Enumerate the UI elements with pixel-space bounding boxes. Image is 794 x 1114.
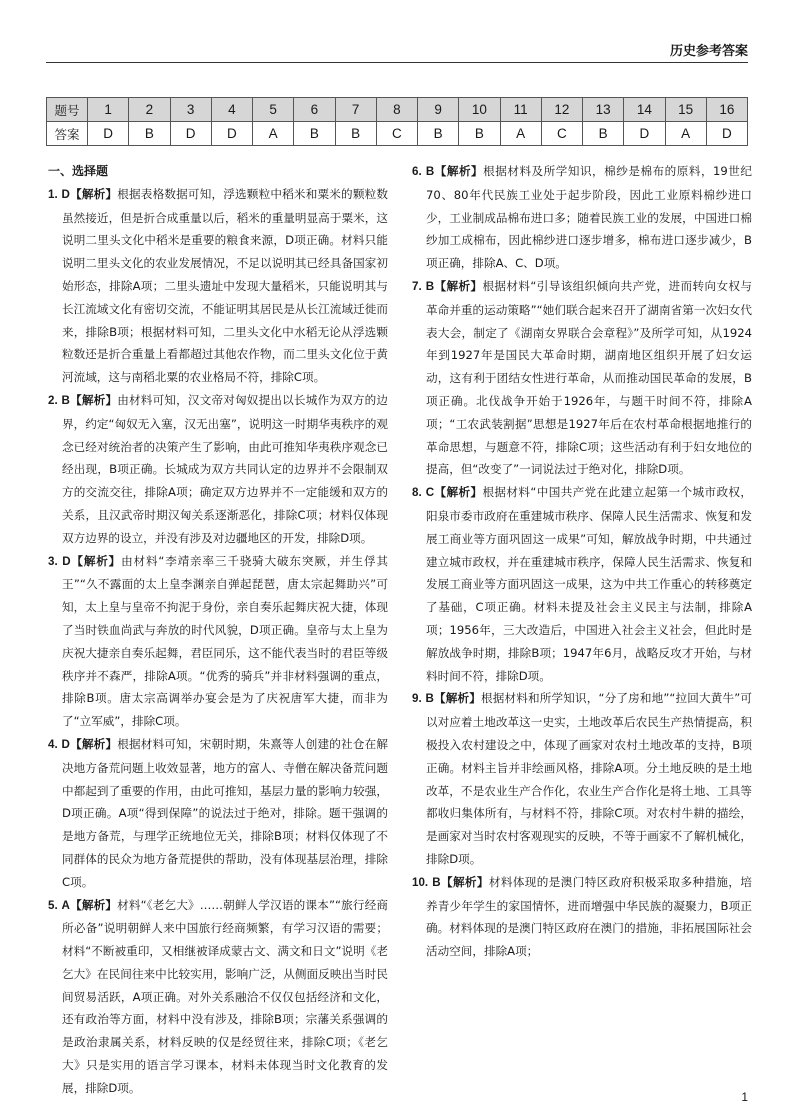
answer-cell: B (129, 122, 170, 146)
answer-table (46, 97, 748, 146)
item-answer: B (425, 165, 435, 178)
item-number: 9. (412, 692, 422, 706)
question-number: 9 (418, 98, 459, 122)
item-number: 2. (48, 393, 58, 407)
item-answer: B (61, 393, 70, 407)
question-number: 14 (624, 98, 665, 122)
item-answer: C (425, 486, 435, 500)
item-answer: A (61, 898, 70, 912)
item-text: 根据材料“中国共产党在此建立起第一个城市政权，阳泉市委市政府在重建城市秩序、保障人民生活需求、恢复和发展工商业等方面巩固这一成果”可知，解放战争时期，中共通过建立城市政权，并在重建城市秩序，保障人民生活需求、恢复和发展工商业等方面巩固这一成果，这为中共工作重心的转移奠定了基础，C项正确。材料未提及社会主义民主与法制，排除A项；1956年，三大改造后，中国进入社会主义社会，但此时是解放战争时期，排除B项；1947年6月，战略反攻才开始，与材料时间不符，排除D项。 (426, 485, 752, 683)
item-text: 材料体现的是澳门特区政府积极采取多种措施，培养青少年学生的家国情怀，进而增强中华民族的凝聚力，B项正确。材料体现的是澳门特区政府在澳门的措施，非拓展国际社会活动空间，排除A项； (426, 874, 752, 959)
right-column (410, 160, 752, 963)
question-number: 13 (583, 98, 624, 122)
question-number: 8 (376, 98, 417, 122)
answer-cell: B (294, 122, 335, 146)
item-tag: 【解析】 (434, 485, 483, 500)
explanation-item-6 (410, 160, 752, 275)
explanation-item-10 (410, 871, 752, 963)
explanation-item-8 (410, 481, 752, 687)
header-title: 历史参考答案 (669, 44, 748, 59)
row-label-answer: 答案 (47, 122, 88, 146)
question-number: 3 (170, 98, 211, 122)
item-tag: 【解析】 (440, 874, 489, 889)
item-text: 根据材料可知，宋朝时期，朱熹等人创建的社仓在解决地方备荒问题上收效显著，地方的富人、寺僧在解决备荒问题中都起到了重要的作用，由此可推知，基层力量的影响力较强，D项正确。A项“得到保障”的说法过于绝对，排除。题干强调的是地方备荒，与理学正统地位无关，排除B项；材料仅体现了不同群体的民众为地方备荒提供的帮助，没有体现基层治理，排除C项。 (62, 736, 388, 889)
question-number: 16 (706, 98, 747, 122)
answer-cell: D (706, 122, 747, 146)
item-answer: D (62, 554, 71, 568)
item-number: 8. (412, 486, 422, 500)
item-text: 材料“《老乞大》……朝鲜人学汉语的课本”“旅行经商所必备”说明朝鲜人来中国旅行经商频繁，有学习汉语的需要；材料“不断被重印，又相继被译成蒙古文、满文和日文”说明《老乞大》在民间往来中比较实用，影响广泛，从侧面反映出当时民间贸易活跃，A项正确。对外关系融洽不仅仅包括经济和文化，还有政治等方面，材料中没有涉及，排除B项；宗藩关系强调的是政治隶属关系，材料反映的仅是经贸往来，排除C项；《老乞大》只是实用的语言学习课本，材料未体现当时文化教育的发展，排除D项。 (62, 897, 388, 1095)
item-tag: 【解析】 (69, 736, 118, 751)
item-tag: 【解析】 (70, 553, 122, 568)
item-text: 根据材料和所学知识，“分了房和地”“拉回大黄牛”可以对应着土地改革这一史实，土地改革后农民生产热情提高，积极投入农村建设之中，体现了画家对农村土地改革的支持，B项正确。材料主旨并非绘画风格，排除A项。分土地反映的是土地改革，不是农业生产合作化，农业生产合作化是将土地、工具等都收归集体所有，与材料不符，排除C项。对农村牛耕的描绘，是画家对当时农村客观现实的反映，不等于画家不了解机械化，排除D项。 (426, 691, 752, 866)
item-number: 7. (412, 279, 422, 293)
header-rule (46, 62, 748, 63)
answer-cell: A (253, 122, 294, 146)
item-tag: 【解析】 (434, 278, 483, 293)
item-text: 根据材料及所学知识，棉纱是棉布的原料，19世纪70、80年代民族工业处于起步阶段，因此工业原料棉纱进口少，工业制成品棉布进口多；随着民族工业的发展，中国进口棉纱加工成棉布，因此棉纱进口逐步增多，棉布进口逐步减少，B项正确，排除A、C、D项。 (426, 164, 752, 271)
item-number: 1. (48, 187, 58, 201)
item-answer: D (61, 187, 70, 201)
page-number: 1 (741, 1090, 748, 1104)
answer-cell: B (583, 122, 624, 146)
question-number: 4 (211, 98, 252, 122)
explanation-item-7 (410, 275, 752, 481)
explanation-item-5 (46, 894, 388, 1100)
question-number: 12 (541, 98, 582, 122)
item-text: 根据材料“引导该组织倾向共产党，进而转向女权与革命并重的运动策略”“她们联合起来召开了湖南省第一次妇女代表大会，制定了《湖南女界联合会章程》”及所学可知，从1924年到1927年是国民大革命时期，湖南地区组织开展了妇女运动，这有利于团结女性进行革命，从而推动国民革命的发展，B项正确。北伐战争开始于1926年，与题干时间不符，排除A项；“工农武装割据”思想是1927年后在农村革命根据地推行的革命思想，与题意不符，排除C项；这些活动有利于妇女地位的提高，但“改变了”一词说法过于绝对化，排除D项。 (426, 278, 752, 477)
question-number: 6 (294, 98, 335, 122)
answer-table-answer-row (47, 122, 748, 146)
explanation-item-2 (46, 389, 388, 550)
item-answer: B (432, 875, 441, 889)
answer-cell: A (665, 122, 706, 146)
item-tag: 【解析】 (434, 164, 484, 178)
item-number: 3. (48, 554, 58, 568)
left-column (46, 160, 388, 1100)
question-number: 10 (459, 98, 500, 122)
explanation-item-4 (46, 733, 388, 894)
item-answer: B (425, 279, 435, 293)
question-number: 11 (500, 98, 541, 122)
item-text: 根据表格数据可知，浮选颗粒中稻米和粟米的颗粒数虽然接近，但是折合成重量以后，稻米的重量明显高于粟米，这说明二里头文化中稻米是重要的粮食来源，D项正确。材料只能说明二里头文化的农业发展情况，不足以说明其已经具备国家初始形态，排除A项；二里头遗址中发现大量稻米，只能说明其与长江流域文化有密切交流，不能证明其居民是从长江流域迁徙而来，排除B项；根据材料可知，二里头文化中水稻无论从浮选颗粒数还是折合重量上看都超过其他农作物，而二里头文化位于黄河流域，这与南稻北粟的农业格局不符，排除C项。 (62, 186, 388, 385)
answer-cell: C (376, 122, 417, 146)
explanation-item-1 (46, 183, 388, 389)
answer-table-number-row (47, 98, 748, 122)
answer-cell: B (418, 122, 459, 146)
question-number: 2 (129, 98, 170, 122)
item-tag: 【解析】 (433, 691, 482, 706)
question-number: 7 (335, 98, 376, 122)
item-number: 6. (412, 165, 422, 178)
answer-cell: D (170, 122, 211, 146)
answer-cell: D (88, 122, 129, 146)
question-number: 15 (665, 98, 706, 122)
explanation-item-9 (410, 687, 752, 870)
answer-cell: D (624, 122, 665, 146)
item-tag: 【解析】 (69, 186, 118, 201)
item-answer: B (425, 692, 434, 706)
answer-cell: A (500, 122, 541, 146)
item-text: 由材料可知，汉文帝对匈奴提出以长城作为双方的边界，约定“匈奴无入塞，汉无出塞”，说明这一时期华夷秩序的观念已经对统治者的决策产生了影响，由此可推知华夷秩序观念已经出现，B项正确。长城成为双方共同认定的边界并不会限制双方的交流交往，排除A项；确定双方边界并不一定能缓和双方的关系，且汉武帝时期汉匈关系逐渐恶化，排除C项；材料仅体现双方边界的设立，并没有涉及对边疆地区的开发，排除D项。 (62, 392, 388, 545)
answer-cell: B (459, 122, 500, 146)
item-number: 4. (48, 737, 58, 751)
item-number: 5. (48, 898, 58, 912)
answer-cell: C (541, 122, 582, 146)
item-text: 由材料“李靖亲率三千骁骑大破东突厥，并生俘其王”“久不露面的太上皇李渊亲自弹起琵琶，唐太宗起舞助兴”可知，太上皇与皇帝不拘泥于身份，亲自奏乐起舞庆祝大捷，体现了当时铁血尚武与奔放的时代风貌，D项正确。皇帝与太上皇为庆祝大捷亲自奏乐起舞，君臣同乐，这不能代表当时的君臣等级秩序并不森严，排除A项。“优秀的骑兵”并非材料强调的重点，排除B项。唐太宗高调举办宴会是为了庆祝唐军大捷，而非为了“立军威”，排除C项。 (62, 553, 388, 729)
question-number: 5 (253, 98, 294, 122)
explanation-item-3 (46, 550, 388, 733)
item-tag: 【解析】 (69, 392, 118, 407)
answer-cell: D (211, 122, 252, 146)
item-number: 10. (412, 875, 429, 889)
section-title: 一、选择题 (48, 164, 109, 178)
row-label-number: 题号 (47, 98, 88, 122)
item-tag: 【解析】 (69, 897, 118, 912)
answer-cell: B (335, 122, 376, 146)
question-number: 1 (88, 98, 129, 122)
item-answer: D (61, 737, 70, 751)
